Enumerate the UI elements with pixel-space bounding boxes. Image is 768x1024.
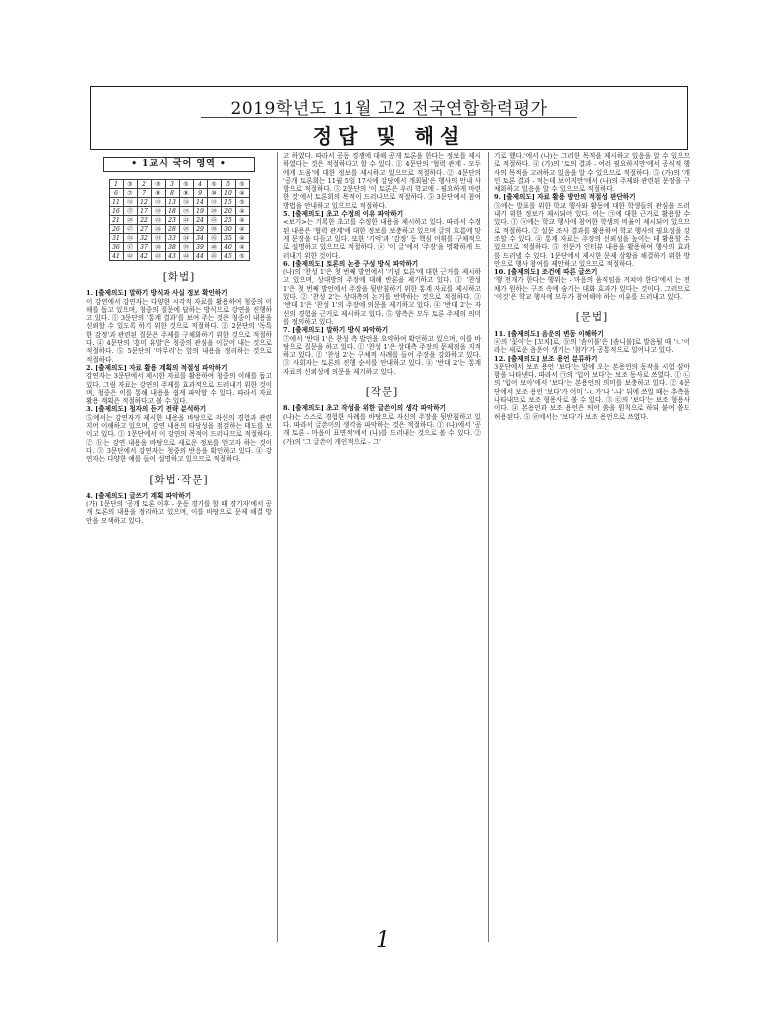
answer-cell: ㉕ [207, 216, 221, 225]
answer-cell: ㉞ [179, 234, 193, 243]
answer-cell: ⑦ [123, 189, 137, 198]
question-number-cell: 5 [221, 180, 235, 189]
question-number-cell: 2 [137, 180, 151, 189]
answer-cell: ⑱ [151, 207, 165, 216]
answer-grid-row [109, 180, 249, 189]
answer-cell: ㉝ [151, 234, 165, 243]
answer-grid-row [109, 234, 249, 243]
question-body: (가) 1문단의 '공개 토론 이후 - 운동 경기를 할 때 경기자'에서 공개 토론의 내용을 정리하고 있으며, 이를 바탕으로 문제 해결 방안을 모색하고 있다. [86, 500, 272, 525]
question-number-cell: 40 [221, 243, 235, 252]
question-number-cell: 26 [109, 225, 123, 234]
question-number-cell: 4 [193, 180, 207, 189]
answer-cell: ③ [151, 180, 165, 189]
question-number-cell: 28 [165, 225, 179, 234]
answer-cell: ㊴ [179, 243, 193, 252]
column-3 [494, 152, 690, 421]
answer-cell: ⑰ [123, 207, 137, 216]
question-number-cell: 23 [165, 216, 179, 225]
answer-grid-row [109, 243, 249, 252]
answer-cell: ⑩ [207, 189, 221, 198]
question-title: 12. [출제의도] 보조 용언 분류하기 [494, 354, 598, 363]
answer-cell: ⑬ [151, 198, 165, 207]
question-number-cell: 8 [165, 189, 179, 198]
column-2 [283, 152, 481, 446]
question-number-cell: 14 [193, 198, 207, 207]
column-divider [488, 152, 489, 942]
question-number-cell: 31 [109, 234, 123, 243]
question-number-cell: 27 [137, 225, 151, 234]
question-body: ⓐ의 '꽃이'는 [꼬치]로, ⓑ의 '솜이불'은 [솜니불]로 발음될 때 'ㄴ'이라는 새로운 음운이 생기는 '첨가'가 공통적으로 일어나고 있다. [494, 337, 690, 355]
answer-cell: ④ [235, 207, 249, 216]
question-title: 2. [출제의도] 자료 활용 계획의 적절성 파악하기 [86, 363, 228, 372]
answer-cell: ⑧ [179, 189, 193, 198]
section-heading-grammar: [문법] [575, 311, 609, 324]
question-number-cell: 17 [137, 207, 151, 216]
question-title: 7. [출제의도] 말하기 방식 파악하기 [283, 326, 389, 335]
answer-cell: ④ [235, 189, 249, 198]
question-number-cell: 19 [193, 207, 207, 216]
answer-cell: ④ [235, 225, 249, 234]
question-number-cell: 34 [193, 234, 207, 243]
question-number-cell: 25 [221, 216, 235, 225]
question-number-cell: 11 [109, 198, 123, 207]
answer-cell: ⑬ [207, 198, 221, 207]
question-number-cell: 30 [221, 225, 235, 234]
answer-cell: ⑤ [179, 180, 193, 189]
question-number-cell: 6 [109, 189, 123, 198]
question-body: 이 강연에서 강연자는 다양한 시각적 자료를 활용하여 청중의 이해를 돕고 있으며, 청중의 질문에 답하는 방식으로 강연을 진행하고 있다. ① 3문단의 '통계 결과'를 보여 주는 것은 청중이 내용을 신뢰할 수 있도록 하기 위한 것으로 적절하다. ② 2문단의 '독특한 감정'과 관련된 질문은 주제를 구체화하기 위한 것으로 적절하다. ④ 4문단의 '흥미 유발'은 청중의 관심을 이끌어 내는 것으로 적절하다. ⑤ 5문단의 '마무리'는 앞의 내용을 정리하는 것으로 적절하다. [86, 297, 272, 364]
answer-cell: ⑤ [207, 180, 221, 189]
question-title: 9. [출제의도] 자료 활용 방안의 적절성 판단하기 [494, 193, 636, 202]
answer-cell: ㊹ [179, 252, 193, 261]
column-divider [277, 152, 278, 942]
question-number-cell: 1 [109, 180, 123, 189]
answer-cell: ㊸ [151, 252, 165, 261]
question-body: (나)의 '찬성 1'은 첫 번째 발언에서 '기념 토론'에 대한 근거를 제시하고 있으며, 상대방의 주장에 대해 반론을 제기하고 있다. ① '찬성 1'은 첫 번째 발언에서 주장을 뒷받침하기 위한 통계 자료를 제시하고 있다. ② '찬성 2'는 상대측의 논거를 반박하는 것으로 적절하다. ③ '반대 1'은 '찬성 1'의 주장에 의문을 제기하고 있다. ④ '반대 2'는 자신의 경험을 근거로 제시하고 있다. ⑤ 양측은 모두 토론 주제의 의미를 정의하고 있다. [283, 268, 481, 326]
question-body: (나)는 스스로 경험한 사례를 바탕으로 자신의 주장을 뒷받침하고 있다. 따라서 글쓴이의 생각을 파악하는 것은 적절하다. ① (나)에서 '공개 토론 - 마음이 표면적'에서 (나)를 드러내는 것으로 볼 수 있다. ② (가)의 '그 글쓴이 개인적으로 - 그' [283, 412, 481, 446]
answer-cell: ⑤ [235, 198, 249, 207]
question-number-cell: 7 [137, 189, 151, 198]
answer-cell: ㊺ [207, 252, 221, 261]
question-number-cell: 15 [221, 198, 235, 207]
question-title: 1. [출제의도] 말하기 방식과 사실 정보 확인하기 [86, 289, 228, 298]
answer-cell: ㉟ [207, 234, 221, 243]
question-body: 3문단에서 보조 용언 '보다'는 앞에 오는 본용언의 동작을 시험 삼아 함을 나타낸다. 따라서 ㉠의 '입어 보다'는 보조 동사로 쓰였다. ① ㉡의 '입어 보아'에서 '보다'는 본용언의 의미를 보충하고 있다. ② 4문단에서 보조 용언 '보다'가 어미 '-ㄴ가'나 '-나' 뒤에 쓰일 때는 추측을 나타내므로 보조 형용사로 볼 수 있다. ③ ㉢의 '보다'는 보조 형용사이다. ④ 본용언과 보조 용언은 띄어 씀을 원칙으로 하되 붙여 씀도 허용된다. ⑤ ㉣에서는 '보다'가 보조 용언으로 쓰였다. [494, 362, 690, 421]
answer-cell: ㉓ [151, 216, 165, 225]
question-number-cell: 37 [137, 243, 151, 252]
question-number-cell: 44 [193, 252, 207, 261]
answer-cell: ⑫ [123, 198, 137, 207]
question-number-cell: 45 [221, 252, 235, 261]
answer-cell: ㊲ [123, 243, 137, 252]
question-body: 고 하였다. 따라서 공동 경쟁에 대해 공개 토론을 한다는 정보를 제시하였다는 것은 적절하다고 할 수 있다. ① 4문단의 '협력 관계 - 모두에게 도움'에 대한 정보를 제시하고 있으므로 적절하다. ② 4문단의 '공개 토론회는 11월 5일 17시에 강당에서 개최됨'은 행사의 안내 사항으로 적절하다. ③ 2문단의 '이 토론은 우리 학교에 - 필요하게 마련한 것'에서 토론회의 목적이 드러나므로 적절하다. ⑤ 3문단에서 참여 방법을 안내하고 있으므로 적절하다. [283, 152, 481, 210]
answer-grid [109, 179, 250, 261]
question-number-cell: 16 [109, 207, 123, 216]
question-number-cell: 38 [165, 243, 179, 252]
answer-cell: ③ [123, 180, 137, 189]
answer-cell: ㉜ [123, 234, 137, 243]
question-number-cell: 39 [193, 243, 207, 252]
question-body: '행 전개가 한다는 행위는 - 마음의 움직임을 거쳐야 한다'에서 는 전체가 원하는 구조 속에 숨기는 대화 효과가 있다는 것이다. 그러므로 '이것'은 학교 행사에 모두가 참여해야 하는 이유를 드러내고 있다. [494, 276, 690, 302]
answer-cell: ⑧ [151, 189, 165, 198]
answer-cell: ⑲ [179, 207, 193, 216]
question-title: 4. [출제의도] 글쓰기 계획 파악하기 [86, 491, 192, 500]
section-label: • 1교시 국어 영역 • [103, 157, 255, 172]
section-heading-speech-writing: [화법·작문] [149, 473, 209, 486]
section-heading-writing: [작문] [365, 386, 399, 399]
question-number-cell: 33 [165, 234, 179, 243]
question-number-cell: 21 [109, 216, 123, 225]
question-body: 강연자는 3문단에서 제시한 자료를 활용하여 청중의 이해를 돕고 있다. 그림 자료는 강연의 주제를 효과적으로 드러내기 위한 것이며, 청중은 이를 통해 내용을 쉽게 파악할 수 있다. 따라서 자료 활용 계획은 적절하다고 볼 수 있다. [86, 372, 272, 406]
question-title: 8. [출제의도] 초고 작성을 위한 글쓴이의 생각 파악하기 [283, 404, 446, 413]
question-title: 11. [출제의도] 음운의 변동 이해하기 [494, 329, 604, 338]
question-body: ⑦에서 '반대 1'은 찬성 측 발언을 요약하여 확인하고 있으며, 이를 바탕으로 질문을 하고 있다. ① '찬성 1'은 상대측 주장의 문제점을 지적하고 있다. ② '찬성 2'는 구체적 사례를 들어 주장을 강화하고 있다. ③ 사회자는 토론의 진행 순서를 안내하고 있다. ④ '반대 2'는 통계 자료의 신뢰성에 의문을 제기하고 있다. [283, 334, 481, 376]
question-body: 기로 했다.'에서 (나)는 그러한 목적을 제시하고 있음을 알 수 있으므로 적절하다. ④ (가)의 '토의 결과 - 여러 필요하지만'에서 공식적 행사의 목적을 고려하고 있음을 알 수 있으므로 적절하다. ⑤ (가)의 '개인 토론 결과 - 적는데 보이지만'에서 (나)의 주제와 관련된 문장을 구체화하고 있음을 알 수 있으므로 적절하다. [494, 152, 690, 194]
document-subtitle: 정답 및 해설 [312, 124, 466, 148]
question-number-cell: 18 [165, 207, 179, 216]
question-body: ⑤에서는 강연자가 제시한 내용을 바탕으로 자신의 경험과 관련지어 이해하고 있으며, 강연 내용의 타당성을 점검하는 태도를 보이고 있다. ① 1문단에서 이 강연의 목적이 드러나므로 적절하다. ② ⓑ는 강연 내용을 바탕으로 새로운 정보를 얻고자 하는 것이다. ③ 3문단에서 강연자는 청중의 반응을 확인하고 있다. ④ 강연자는 다양한 예를 들어 설명하고 있으므로 적절하다. [86, 413, 272, 464]
question-title: 6. [출제의도] 토론의 논증 구성 방식 파악하기 [283, 259, 419, 268]
question-number-cell: 22 [137, 216, 151, 225]
answer-cell: ⑤ [235, 252, 249, 261]
answer-cell: ④ [235, 216, 249, 225]
answer-grid-row [109, 252, 249, 261]
section-heading-speech: [화법] [162, 271, 196, 283]
question-number-cell: 24 [193, 216, 207, 225]
answer-grid-row [109, 216, 249, 225]
answer-cell: ⑳ [207, 207, 221, 216]
answer-cell: ④ [235, 243, 249, 252]
question-number-cell: 20 [221, 207, 235, 216]
answer-cell: ㊵ [207, 243, 221, 252]
question-number-cell: 3 [165, 180, 179, 189]
answer-cell: ㊷ [123, 252, 137, 261]
question-number-cell: 12 [137, 198, 151, 207]
question-title: 10. [출제의도] 조건에 따른 글쓰기 [494, 268, 598, 277]
question-number-cell: 9 [193, 189, 207, 198]
answer-cell: ㉚ [207, 225, 221, 234]
answer-cell: ④ [235, 234, 249, 243]
question-number-cell: 35 [221, 234, 235, 243]
answer-cell: ㉔ [179, 216, 193, 225]
column-1 [86, 152, 272, 525]
question-title: 3. [출제의도] 청자의 듣기 전략 분석하기 [86, 405, 207, 414]
answer-cell: ㊳ [151, 243, 165, 252]
question-number-cell: 32 [137, 234, 151, 243]
document-title: 2019학년도 11월 고2 전국연합학력평가 [230, 99, 548, 119]
answer-cell: ⑭ [179, 198, 193, 207]
header-divider [201, 117, 577, 118]
question-number-cell: 43 [165, 252, 179, 261]
question-number-cell: 41 [109, 252, 123, 261]
question-body: <보기>는 기록한 초고를 수정한 내용을 제시하고 있다. 따라서 수정된 내용은 '협력 관계'에 대한 정보를 보충하고 있으며 글의 흐름에 맞게 문장을 다듬고 있다. 또한 '기억'과 '감정' 등 핵심 어휘를 구체적으로 설명하고 있으므로 적절하다. ⓐ '이 글'에서 '주장'을 명확하게 드러내기 위한 것이다. [283, 218, 481, 260]
header-box [90, 86, 688, 150]
answer-cell: ⑳ [123, 216, 137, 225]
question-number-cell: 42 [137, 252, 151, 261]
answer-cell: ㉗ [123, 225, 137, 234]
answer-cell: ㉙ [179, 225, 193, 234]
question-number-cell: 29 [193, 225, 207, 234]
question-title: 5. [출제의도] 초고 수정의 이유 파악하기 [283, 210, 404, 219]
answer-cell: ⑤ [235, 180, 249, 189]
answer-grid-row [109, 198, 249, 207]
question-number-cell: 13 [165, 198, 179, 207]
answer-grid-row [109, 207, 249, 216]
answer-cell: ㉘ [151, 225, 165, 234]
answer-grid-row [109, 189, 249, 198]
page-number: 1 [376, 928, 390, 953]
question-number-cell: 36 [109, 243, 123, 252]
question-number-cell: 10 [221, 189, 235, 198]
answer-grid-row [109, 225, 249, 234]
question-body: ③에는 발표를 위한 학교 행사와 활동에 대한 학생들의 관심을 드러내기 위한 정보가 제시되어 있다. 이는 ㉠에 대한 근거로 활용할 수 있다. ① ⓐ에는 학교 행사에 참여한 학생의 비율이 제시되어 있으므로 적절하다. ② 설문 조사 결과를 활용하여 학교 행사의 필요성을 강조할 수 있다. ④ 통계 자료는 주장의 신뢰성을 높이는 데 활용할 수 있으므로 적절하다. ⑤ 전문가 인터뷰 내용을 활용하여 행사의 효과를 드러낼 수 있다. 1문단에서 제시한 문제 상황을 해결하기 위한 방안으로 행사 참여를 제안하고 있으므로 적절하다. [494, 201, 690, 268]
